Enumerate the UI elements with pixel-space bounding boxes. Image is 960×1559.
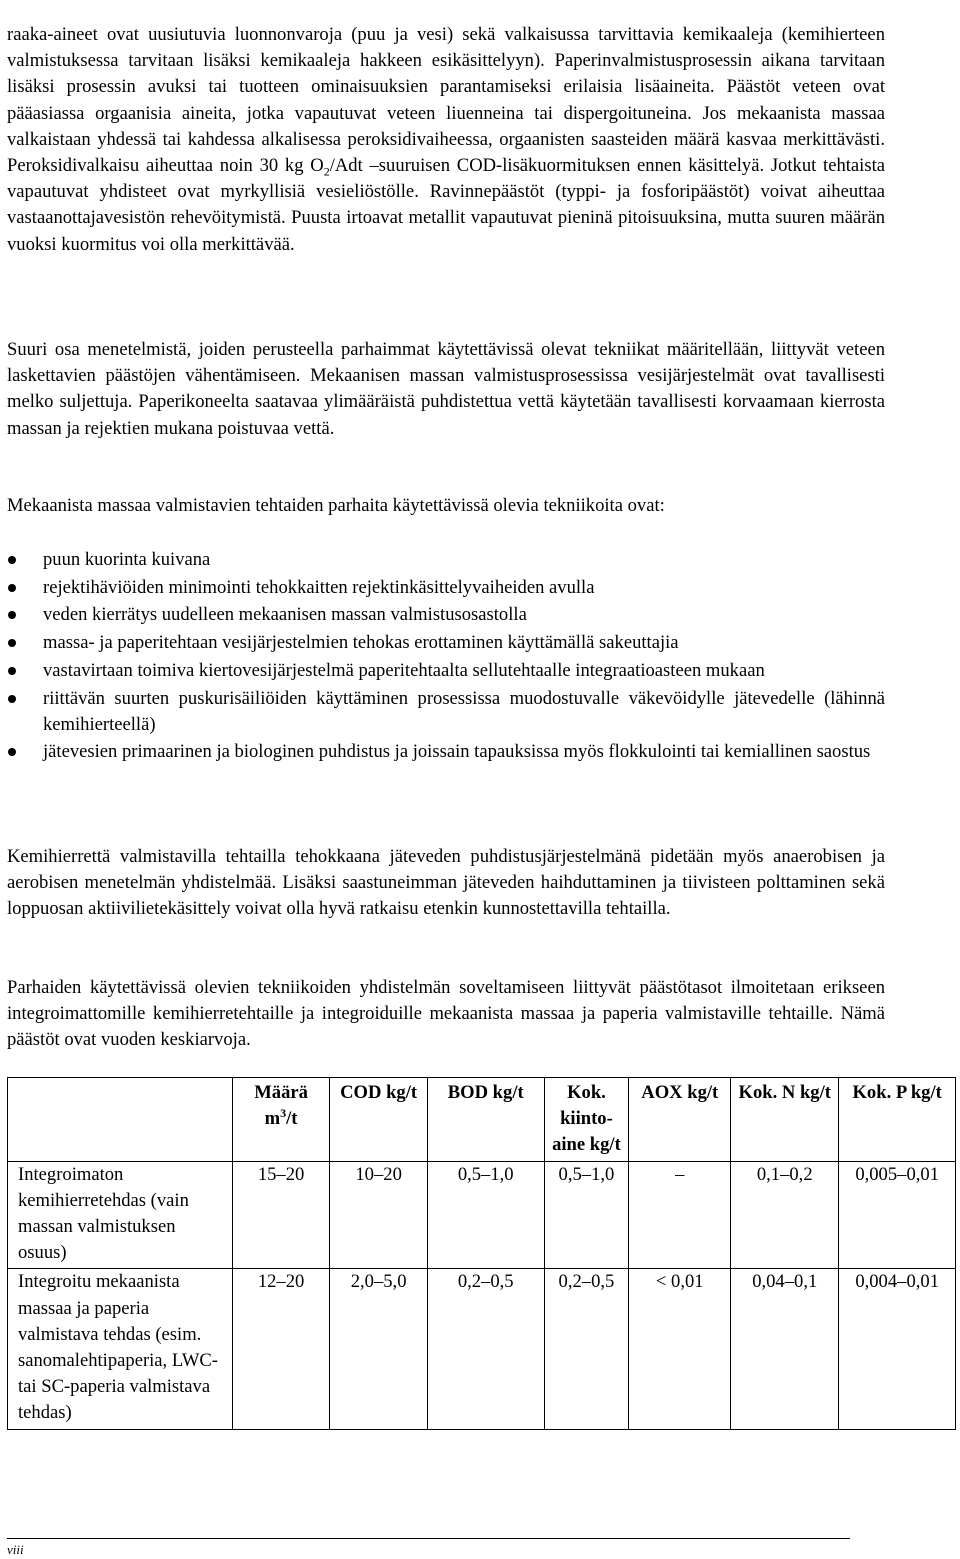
paragraph-raw-materials-text-b: /Adt –suuruisen COD-lisäkuormituksen ennen käsittelyä. Jotkut tehtaista vapautuvat yhdisteet ovat myrkyllisiä vesieliöstölle. Ravinnepäästöt (typpi- ja fosforipäästöt) voivat aiheuttaa vastaanottajavesistön rehevöitymistä. Puusta irtoavat metallit vapautuvat pieninä pitoisuuksina, mutta suuren määrän vuoksi kuormitus voi olla merkittävää. bbox=[7, 155, 885, 255]
cell-bod: 0,2–0,5 bbox=[427, 1269, 544, 1429]
bullet-icon bbox=[8, 611, 16, 619]
list-item bbox=[7, 630, 885, 656]
list-item-text: jätevesien primaarinen ja biologinen puhdistus ja joissain tapauksissa myös flokkulointi tai kemiallinen saostus bbox=[43, 741, 871, 763]
cell-total-n: 0,04–0,1 bbox=[731, 1269, 839, 1429]
header-volume bbox=[232, 1078, 330, 1162]
footer-divider bbox=[7, 1538, 850, 1539]
list-item-text: riittävän suurten puskurisäiliöiden käyttäminen prosessissa muodostuvalle väkevöidylle jätevedelle (lähinnä kemihierteellä) bbox=[43, 687, 885, 735]
list-item bbox=[7, 686, 885, 738]
list-item-text: rejektihäviöiden minimointi tehokkaitten rejektinkäsittelyvaiheiden avulla bbox=[43, 576, 595, 598]
table-header-row bbox=[8, 1078, 956, 1162]
cell-cod: 2,0–5,0 bbox=[330, 1269, 428, 1429]
paragraph-bat-intro: Mekaanista massaa valmistavien tehtaiden parhaita käytettävissä olevia tekniikoita ovat: bbox=[7, 495, 665, 516]
bullet-icon bbox=[8, 556, 16, 564]
list-item-text: massa- ja paperitehtaan vesijärjestelmien tehokas erottaminen käyttämällä sakeuttajia bbox=[43, 632, 679, 654]
paragraph-emission-levels: Parhaiden käytettävissä olevien tekniikoiden yhdistelmän soveltamiseen liittyvät päästötasot ilmoitetaan erikseen integroimattomille kemihierretehtaille ja integroiduille mekaanista massaa ja paperia valmistaville tehtaille. Nämä päästöt ovat vuoden keskiarvoja. bbox=[7, 977, 885, 1051]
header-total-n: Kok. N kg/t bbox=[731, 1078, 839, 1162]
paragraph-water-emissions: Suuri osa menetelmistä, joiden perusteella parhaimmat käytettävissä olevat tekniikat määritellään, liittyvät veteen laskettavien päästöjen vähentämiseen. Mekaanisen massan valmistusprosessissa vesijärjestelmät ovat tavallisesti melko suljettuja. Paperikoneelta saatavaa ylimääräistä puhdistettua vettä käytetään tavallisesti korvaamaan kierrosta massan ja rejektien mukana poistuvaa vettä. bbox=[7, 339, 885, 439]
bullet-icon bbox=[8, 748, 16, 756]
cell-suspended-solids: 0,5–1,0 bbox=[544, 1161, 629, 1269]
table-row bbox=[8, 1269, 956, 1429]
header-cod: COD kg/t bbox=[330, 1078, 428, 1162]
header-total-p: Kok. P kg/t bbox=[839, 1078, 956, 1162]
bullet-icon bbox=[8, 584, 16, 592]
paragraph-cmp-treatment: Kemihierrettä valmistavilla tehtailla tehokkaana jäteveden puhdistusjärjestelmänä pidetään myös anaerobisen ja aerobisen menetelmän yhdistelmää. Lisäksi saastuneimman jäteveden haihduttaminen ja tiivisteen polttaminen sekä loppuosan aktiivilietekäsittely voivat olla hyvä ratkaisu etenkin kunnostettavilla tehtailla. bbox=[7, 846, 885, 920]
header-volume-unit: m bbox=[264, 1108, 281, 1130]
header-volume-exponent: 3 bbox=[280, 1106, 287, 1121]
cell-volume: 12–20 bbox=[232, 1269, 330, 1429]
bullet-icon bbox=[8, 639, 16, 647]
cell-suspended-solids: 0,2–0,5 bbox=[544, 1269, 629, 1429]
header-volume-label: Määrä bbox=[254, 1082, 308, 1103]
row-label: Integroitu mekaanista massaa ja paperia valmistava tehdas (esim. sanomalehtipaperia, LWC- tai SC-paperia valmistava tehdas) bbox=[8, 1269, 233, 1429]
cell-volume: 15–20 bbox=[232, 1161, 330, 1269]
header-volume-unit-suffix: /t bbox=[286, 1108, 298, 1130]
list-item-text: vastavirtaan toimiva kiertovesijärjestelmä paperitehtaalta sellutehtaalle integraatioasteen mukaan bbox=[43, 659, 765, 681]
list-item-text: veden kierrätys uudelleen mekaanisen massan valmistusosastolla bbox=[43, 604, 527, 626]
cell-total-n: 0,1–0,2 bbox=[731, 1161, 839, 1269]
header-bod: BOD kg/t bbox=[427, 1078, 544, 1162]
cell-cod: 10–20 bbox=[330, 1161, 428, 1269]
oxygen-subscript: 2 bbox=[323, 164, 330, 179]
cell-total-p: 0,004–0,01 bbox=[839, 1269, 956, 1429]
cell-bod: 0,5–1,0 bbox=[427, 1161, 544, 1269]
list-item-text: puun kuorinta kuivana bbox=[43, 549, 211, 570]
list-item bbox=[7, 602, 885, 628]
header-aox: AOX kg/t bbox=[629, 1078, 731, 1162]
list-item bbox=[7, 575, 885, 601]
paragraph-raw-materials-text-a: raaka-aineet ovat uusiutuvia luonnonvaroja (puu ja vesi) sekä valkaisussa tarvittavia kemikaaleja (kemihierteen valmistuksessa tarvitaan lisäksi kemikaaleja hakkeen esikäsittelyyn). Paperinvalmistusprosessin aikana tarvitaan lisäksi prosessin avuksi tai tuotteen ominaisuuksien parantamiseksi erilaisia lisäaineita. Päästöt veteen ovat pääasiassa orgaanisia aineita, jotka vapautuvat veteen liuenneina tai dispergoituneina. Jos mekaanista massaa valkaistaan yhdessä tai kahdessa alkalisessa peroksidivaiheessa, orgaanisten saasteiden määrä kasvaa merkittävästi. Peroksidivalkaisu aiheuttaa noin 30 kg O bbox=[7, 24, 885, 177]
bat-bullet-list bbox=[7, 547, 885, 767]
list-item bbox=[7, 547, 885, 573]
bullet-icon bbox=[8, 695, 16, 703]
paragraph-raw-materials bbox=[7, 22, 885, 258]
header-empty-cell bbox=[8, 1078, 233, 1162]
emission-levels-table bbox=[7, 1077, 956, 1430]
page-number: viii bbox=[7, 1542, 24, 1557]
header-suspended-solids: Kok. kiinto-aine kg/t bbox=[544, 1078, 629, 1162]
bullet-icon bbox=[8, 667, 16, 675]
cell-aox: – bbox=[629, 1161, 731, 1269]
cell-total-p: 0,005–0,01 bbox=[839, 1161, 956, 1269]
list-item bbox=[7, 739, 885, 765]
cell-aox: < 0,01 bbox=[629, 1269, 731, 1429]
table-row bbox=[8, 1161, 956, 1269]
list-item bbox=[7, 658, 885, 684]
row-label: Integroimaton kemihierretehdas (vain massan valmistuksen osuus) bbox=[8, 1161, 233, 1269]
